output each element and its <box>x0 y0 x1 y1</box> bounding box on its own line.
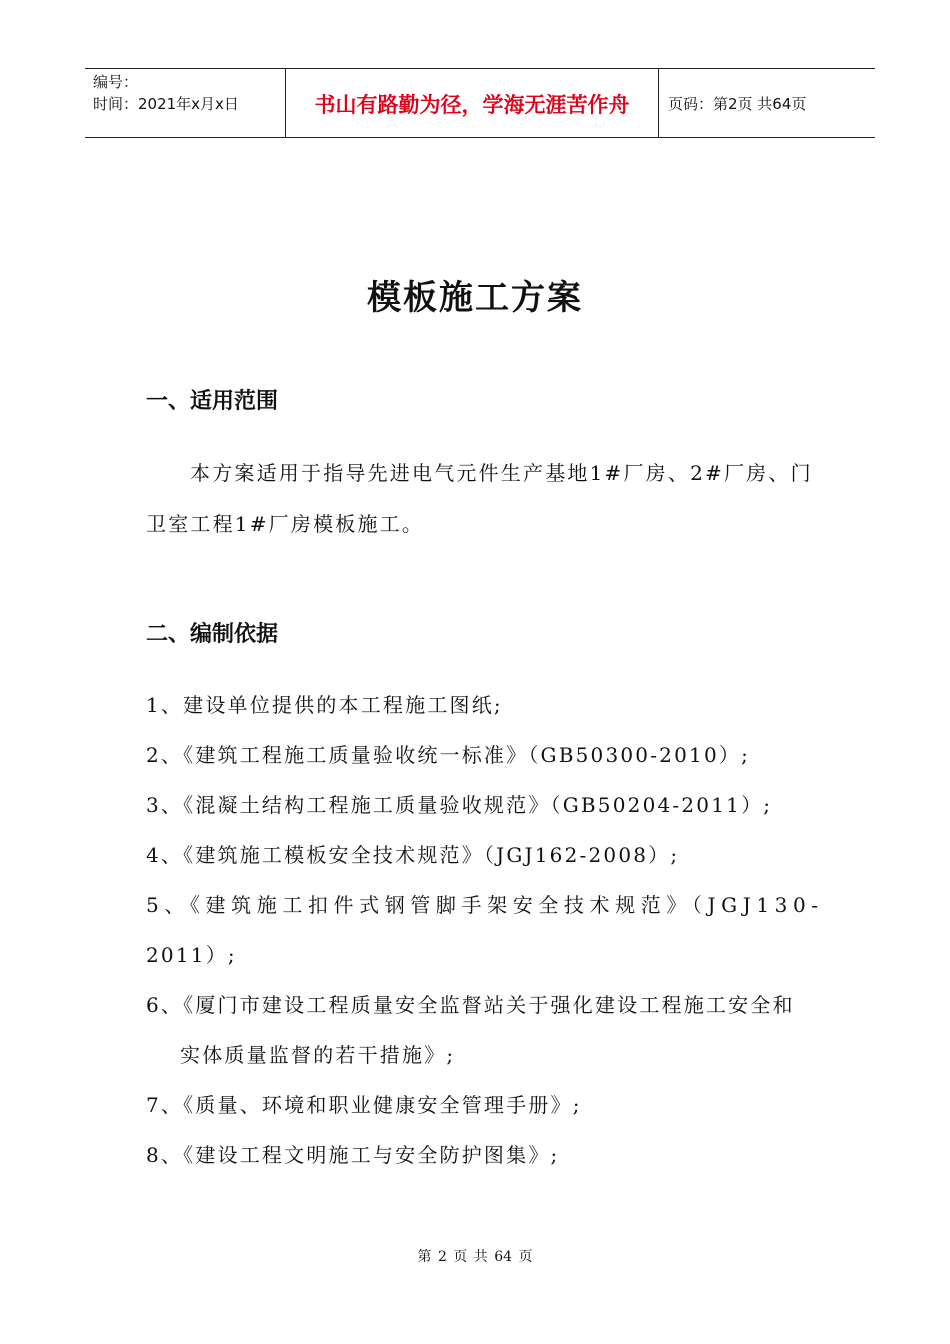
section-heading-scope: 一、适用范围 <box>146 389 279 414</box>
header-motto: 书山有路勤为径，学海无涯苦作舟 <box>314 93 630 117</box>
list-item: 7、《质量、环境和职业健康安全管理手册》; <box>146 1093 582 1117</box>
paragraph-line: 本方案适用于指导先进电气元件生产基地1#厂房、2#厂房、门 <box>190 461 813 485</box>
header-time-label: 时间：2021年x月x日 <box>93 95 239 113</box>
section-heading-basis: 二、编制依据 <box>146 622 279 647</box>
list-item: 6、《厦门市建设工程质量安全监督站关于强化建设工程施工安全和 <box>146 993 795 1017</box>
list-item: 2、《建筑工程施工质量验收统一标准》（GB50300-2010）; <box>146 743 751 767</box>
header-page-info: 页码：第2页 共64页 <box>668 95 807 113</box>
paragraph-line: 卫室工程1#厂房模板施工。 <box>146 512 425 536</box>
list-item: 8、《建设工程文明施工与安全防护图集》; <box>146 1143 560 1167</box>
list-item: 1、建设单位提供的本工程施工图纸; <box>146 693 503 717</box>
header-divider <box>658 69 659 137</box>
list-item: 3、《混凝土结构工程施工质量验收规范》（GB50204-2011）; <box>146 793 773 817</box>
list-item: 5、《建筑施工扣件式钢管脚手架安全技术规范》（JGJ130- <box>146 893 824 917</box>
page-footer: 第 2 页 共 64 页 <box>417 1249 533 1265</box>
header-number-label: 编号： <box>93 73 139 91</box>
header-meta <box>93 71 239 115</box>
document-title: 模板施工方案 <box>367 278 583 318</box>
list-item-continuation: 2011）; <box>146 943 237 967</box>
list-item: 4、《建筑施工模板安全技术规范》（JGJ162-2008）; <box>146 843 680 867</box>
page-header <box>85 68 875 138</box>
list-item-continuation: 实体质量监督的若干措施》; <box>180 1043 456 1067</box>
